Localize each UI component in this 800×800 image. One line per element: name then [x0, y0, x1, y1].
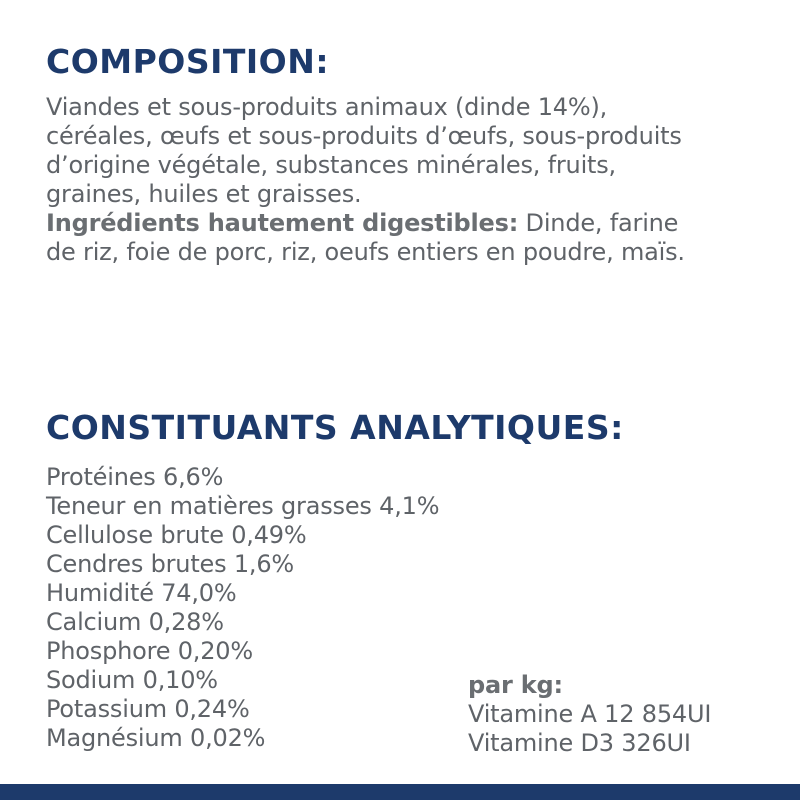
constituent-item: Calcium 0,28% [46, 608, 224, 636]
digestible-ingredients-label: Ingrédients hautement digestibles: [46, 209, 519, 237]
constituent-item: Teneur en matières grasses 4,1% [46, 492, 440, 520]
composition-text [46, 93, 776, 267]
constituent-item: Potassium 0,24% [46, 695, 250, 723]
composition-line: céréales, œufs et sous-produits d’œufs, sous-produits [46, 122, 682, 150]
constituent-item: Magnésium 0,02% [46, 724, 266, 752]
constituent-item: Cellulose brute 0,49% [46, 521, 307, 549]
composition-line: d’origine végétale, substances minérales, fruits, [46, 151, 616, 179]
constituent-item: Sodium 0,10% [46, 666, 218, 694]
vitamin-item: Vitamine A 12 854UI [468, 700, 712, 728]
digestible-ingredients-continued: de riz, foie de porc, riz, oeufs entiers en poudre, maïs. [46, 238, 685, 266]
composition-line: graines, huiles et graisses. [46, 180, 362, 208]
constituent-item: Cendres brutes 1,6% [46, 550, 295, 578]
constituent-item: Protéines 6,6% [46, 463, 224, 491]
per-kg-label: par kg: [468, 671, 563, 699]
digestible-ingredients-line [46, 209, 776, 238]
analytical-constituents-list [46, 463, 439, 753]
composition-line: Viandes et sous-produits animaux (dinde 14%), [46, 93, 608, 121]
vitamins-block [468, 671, 711, 758]
digestible-ingredients-text: Dinde, farine [518, 209, 679, 237]
footer-bar [0, 784, 800, 800]
constituent-item: Phosphore 0,20% [46, 637, 253, 665]
vitamin-item: Vitamine D3 326UI [468, 729, 691, 757]
constituent-item: Humidité 74,0% [46, 579, 237, 607]
composition-heading: COMPOSITION: [46, 42, 330, 81]
analytical-constituents-heading: CONSTITUANTS ANALYTIQUES: [46, 408, 624, 447]
